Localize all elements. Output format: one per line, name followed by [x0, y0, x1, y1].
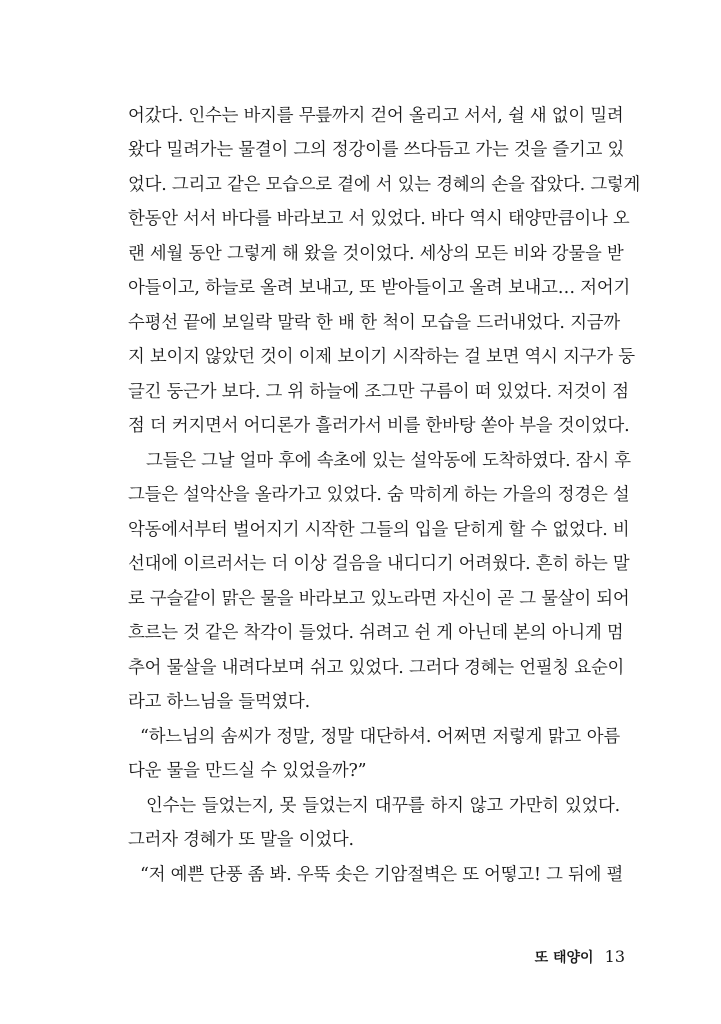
- paragraph-first-line: 그들은 그날 얼마 후에 속초에 있는 설악동에 도착하였다. 잠시 후: [146, 451, 631, 471]
- body-line: 흐르는 것 같은 착각이 들었다. 쉬려고 쉰 게 아닌데 본의 아니게 멈: [128, 623, 624, 643]
- body-line: 한동안 서서 바다를 바라보고 서 있었다. 바다 역시 태양만큼이나 오: [128, 209, 630, 229]
- paragraph-last-line: 그러자 경혜가 또 말을 이었다.: [128, 830, 354, 850]
- body-line: 악동에서부터 벌어지기 시작한 그들의 입을 닫히게 할 수 없었다. 비: [128, 520, 630, 540]
- body-line: 수평선 끝에 보일락 말락 한 배 한 척이 모습을 드러내었다. 지금까: [128, 313, 620, 333]
- body-line: 글긴 둥근가 보다. 그 위 하늘에 조그만 구름이 떠 있었다. 저것이 점: [128, 382, 629, 402]
- body-line: 추어 물살을 내려다보며 쉬고 있었다. 그러다 경혜는 언필칭 요순이: [128, 658, 625, 678]
- dialogue-first-line: “저 예쁜 단풍 좀 봐. 우뚝 솟은 기암절벽은 또 어떻고! 그 뒤에 펼: [140, 865, 624, 885]
- body-line: 로 구슬같이 맑은 물을 바라보고 있노라면 자신이 곧 그 물살이 되어: [128, 589, 630, 609]
- body-line: 그들은 설악산을 올라가고 있었다. 숨 막히게 하는 가을의 정경은 설: [128, 485, 630, 505]
- paragraph-first-line: 인수는 들었는지, 못 들었는지 대꾸를 하지 않고 가만히 있었다.: [146, 796, 620, 816]
- body-line: 어갔다. 인수는 바지를 무릎까지 걷어 올리고 서서, 쉴 새 없이 밀려: [128, 106, 624, 126]
- dialogue-first-line: “하느님의 솜씨가 정말, 정말 대단하셔. 어쩌면 저렇게 맑고 아름: [140, 727, 620, 747]
- body-line: 랜 세월 동안 그렇게 해 왔을 것이었다. 세상의 모든 비와 강물을 받: [128, 244, 624, 264]
- body-line: 왔다 밀려가는 물결이 그의 정강이를 쓰다듬고 가는 것을 즐기고 있: [128, 140, 625, 160]
- body-line: 아들이고, 하늘로 올려 보내고, 또 받아들이고 올려 보내고… 저어기: [128, 278, 631, 298]
- body-line: 점 더 커지면서 어디론가 흘러가서 비를 한바탕 쏟아 부을 것이었다.: [128, 416, 630, 436]
- body-line: 었다. 그리고 같은 모습으로 곁에 서 있는 경혜의 손을 잡았다. 그렇게: [128, 175, 641, 195]
- page-number: 13: [604, 947, 625, 966]
- body-line: 선대에 이르러서는 더 이상 걸음을 내디디기 어려웠다. 흔히 하는 말: [128, 554, 630, 574]
- running-title: 또 태양이: [534, 950, 594, 966]
- body-line: 지 보이지 않았던 것이 이제 보이기 시작하는 걸 보면 역시 지구가 둥: [128, 347, 635, 367]
- paragraph-last-line: 라고 하느님을 들먹였다.: [128, 692, 310, 712]
- dialogue-last-line: 다운 물을 만드실 수 있었을까?”: [128, 761, 367, 781]
- page-footer: [535, 944, 625, 970]
